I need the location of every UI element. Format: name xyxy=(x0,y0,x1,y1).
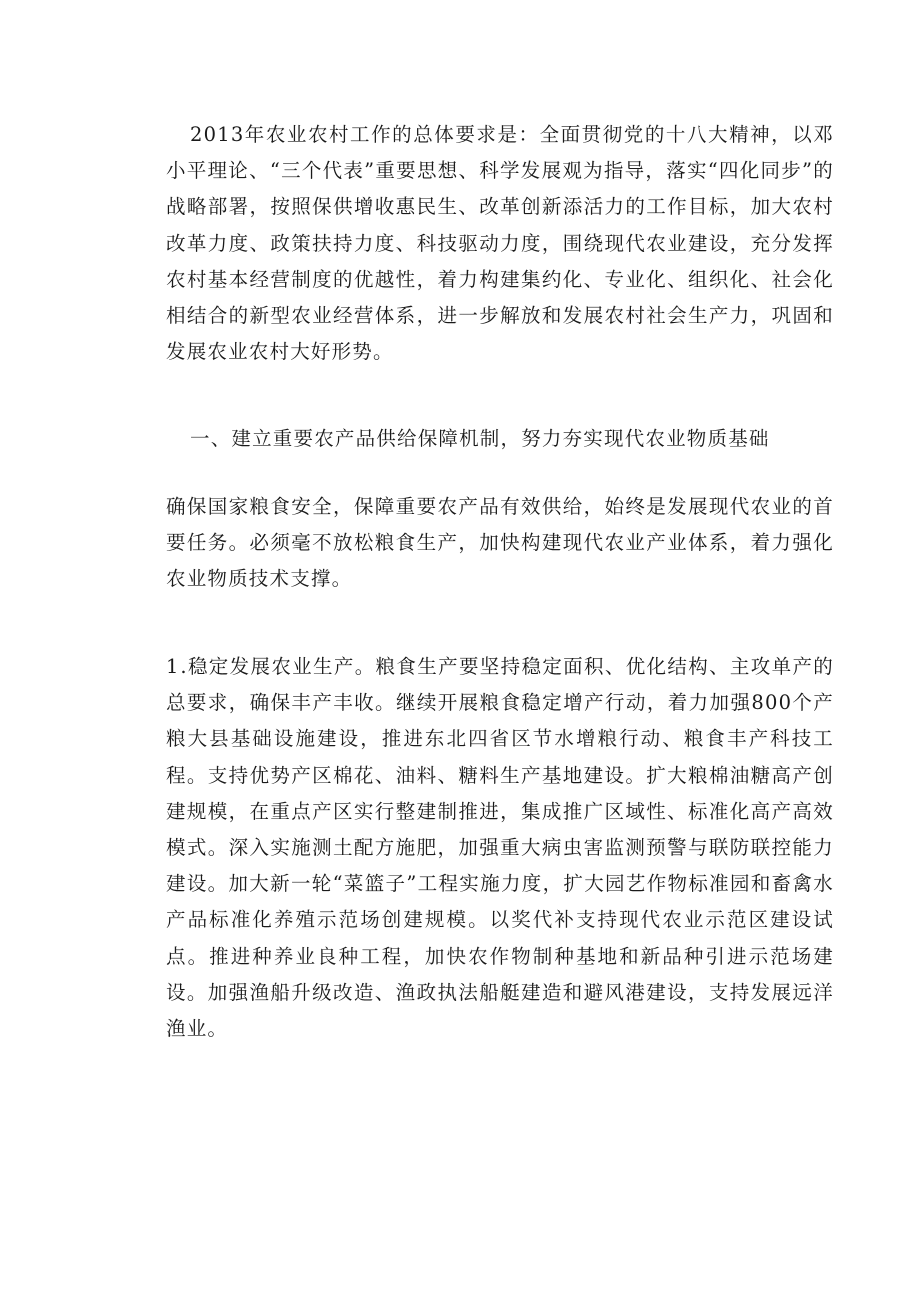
item-1-number: 1 xyxy=(166,655,179,678)
item-1-paragraph xyxy=(166,649,834,1047)
section-intro-paragraph: 确保国家粮食安全，保障重要农产品有效供给，始终是发展现代农业的首要任务。必须毫不放松粮食生产，加快构建现代农业产业体系，着力强化农业物质技术支撑。 xyxy=(166,495,834,591)
intro-paragraph: 2013年农业农村工作的总体要求是：全面贯彻党的十八大精神，以邓小平理论、“三个代表”重要思想、科学发展观为指导，落实“四化同步”的战略部署，按照保供增收惠民生、改革创新添活力的工作目标，加大农村改革力度、政策扶持力度、科技驱动力度，围绕现代农业建设，充分发挥农村基本经营制度的优越性，着力构建集约化、专业化、组织化、社会化相结合的新型农业经营体系，进一步解放和发展农村社会生产力，巩固和发展农业农村大好形势。 xyxy=(166,123,834,364)
section-heading: 一、建立重要农产品供给保障机制，努力夯实现代农业物质基础 xyxy=(190,427,770,450)
item-1-text: .稳定发展农业生产。粮食生产要坚持稳定面积、优化结构、主攻单产的总要求，确保丰产丰收。继续开展粮食稳定增产行动，着力加强800个产粮大县基础设施建设，推进东北四省区节水增粮行动、粮食丰产科技工程。支持优势产区棉花、油料、糖料生产基地建设。扩大粮棉油糖高产创建规模，在重点产区实行整建制推进，集成推广区域性、标准化高产高效模式。深入实施测土配方施肥，加强重大病虫害监测预警与联防联控能力建设。加大新一轮“菜篮子”工程实施力度，扩大园艺作物标准园和畜禽水产品标准化养殖示范场创建规模。以奖代补支持现代农业示范区建设试点。推进种养业良种工程，加快农作物制种基地和新品种引进示范场建设。加强渔船升级改造、渔政执法船艇建造和避风港建设，支持发展远洋渔业。 xyxy=(166,655,834,1041)
